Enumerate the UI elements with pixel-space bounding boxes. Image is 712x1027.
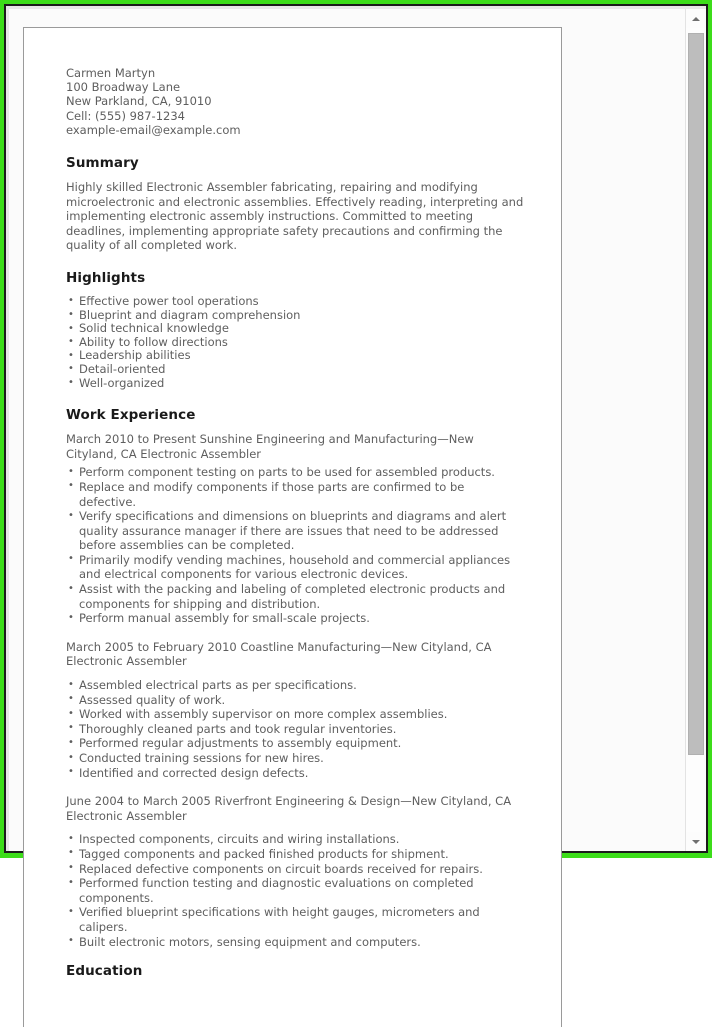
list-item: • Perform manual assembly for small-scale projects.	[66, 611, 525, 626]
contact-phone: Cell: (555) 987-1234	[66, 108, 185, 123]
contact-block	[66, 66, 525, 137]
job-bullet-list	[66, 465, 525, 626]
highlights-section	[66, 270, 525, 390]
job-header: June 2004 to March 2005 Riverfront Engineering & Design—New Cityland, CA Electronic Assembler	[66, 794, 512, 823]
list-item: • Thoroughly cleaned parts and took regular inventories.	[66, 722, 525, 737]
summary-text: Highly skilled Electronic Assembler fabricating, repairing and modifying microelectronic and electronic assemblies. Effectively reading, interpreting and implementing electronic assembly instructions. Committed to meeting deadlines, implementing appropriate safety precautions and confirming the quality of all completed work.	[66, 180, 524, 253]
list-item: • Perform component testing on parts to be used for assembled products.	[66, 465, 525, 480]
contact-street: 100 Broadway Lane	[66, 80, 181, 95]
list-item: • Performed function testing and diagnostic evaluations on completed components.	[66, 876, 525, 905]
job-bullet-list	[66, 678, 525, 780]
scroll-down-arrow-icon	[692, 840, 700, 844]
summary-heading: Summary	[66, 155, 139, 172]
list-item: • Verified blueprint specifications with height gauges, micrometers and calipers.	[66, 905, 525, 934]
education-section	[66, 963, 525, 979]
list-item: • Verify specifications and dimensions on blueprints and diagrams and alert quality assurance manager if there are issues that need to be addressed before assemblies can be completed.	[66, 509, 525, 553]
summary-section	[66, 155, 525, 253]
list-item: • Assembled electrical parts as per specifications.	[66, 678, 525, 693]
job-entry	[66, 794, 525, 949]
list-item: • Inspected components, circuits and wiring installations.	[66, 832, 525, 847]
contact-city-state-zip: New Parkland, CA, 91010	[66, 94, 212, 109]
list-item: • Assessed quality of work.	[66, 693, 525, 708]
scrollbar-thumb[interactable]	[688, 33, 704, 755]
list-item: • Conducted training sessions for new hires.	[66, 751, 525, 766]
list-item: • Worked with assembly supervisor on more complex assemblies.	[66, 707, 525, 722]
list-item: • Effective power tool operations	[66, 295, 525, 309]
resume-page	[23, 27, 562, 1027]
contact-email: example-email@example.com	[66, 122, 241, 137]
job-entry	[66, 640, 525, 780]
job-header: March 2005 to February 2010 Coastline Manufacturing—New Cityland, CA Electronic Assembler	[66, 639, 492, 669]
highlights-heading: Highlights	[66, 269, 146, 286]
document-viewport	[6, 6, 706, 980]
work-experience-section	[66, 407, 525, 949]
list-item: • Blueprint and diagram comprehension	[66, 309, 525, 323]
list-item: • Built electronic motors, sensing equipment and computers.	[66, 935, 525, 950]
job-bullet-list	[66, 832, 525, 949]
list-item: • Solid technical knowledge	[66, 322, 525, 336]
scroll-up-button[interactable]	[686, 9, 706, 28]
candidate-name: Carmen Martyn	[66, 66, 156, 80]
list-item: • Ability to follow directions	[66, 336, 525, 350]
education-heading: Education	[66, 963, 143, 980]
work-experience-heading: Work Experience	[66, 407, 196, 424]
scroll-up-arrow-icon	[692, 17, 700, 21]
list-item: • Replace and modify components if those parts are confirmed to be defective.	[66, 480, 525, 509]
list-item: • Tagged components and packed finished products for shipment.	[66, 847, 525, 862]
list-item: • Leadership abilities	[66, 349, 525, 363]
list-item: • Assist with the packing and labeling of completed electronic products and components for shipping and distribution.	[66, 582, 525, 611]
job-entry	[66, 432, 525, 626]
vertical-scrollbar[interactable]	[685, 9, 706, 851]
list-item: • Well-organized	[66, 377, 525, 391]
list-item: • Performed regular adjustments to assembly equipment.	[66, 736, 525, 751]
scrollbar-track[interactable]	[686, 28, 706, 832]
resume-content	[24, 28, 561, 979]
list-item: • Identified and corrected design defects.	[66, 766, 525, 781]
list-item: • Replaced defective components on circuit boards received for repairs.	[66, 862, 525, 877]
highlights-list	[66, 295, 525, 390]
list-item: • Primarily modify vending machines, household and commercial appliances and electrical components for various electronic devices.	[66, 553, 525, 582]
list-item: • Detail-oriented	[66, 363, 525, 377]
job-header: March 2010 to Present Sunshine Engineering and Manufacturing—New Cityland, CA Electronic Assembler	[66, 432, 474, 461]
window-frame	[4, 4, 708, 980]
scroll-down-button[interactable]	[686, 832, 706, 851]
